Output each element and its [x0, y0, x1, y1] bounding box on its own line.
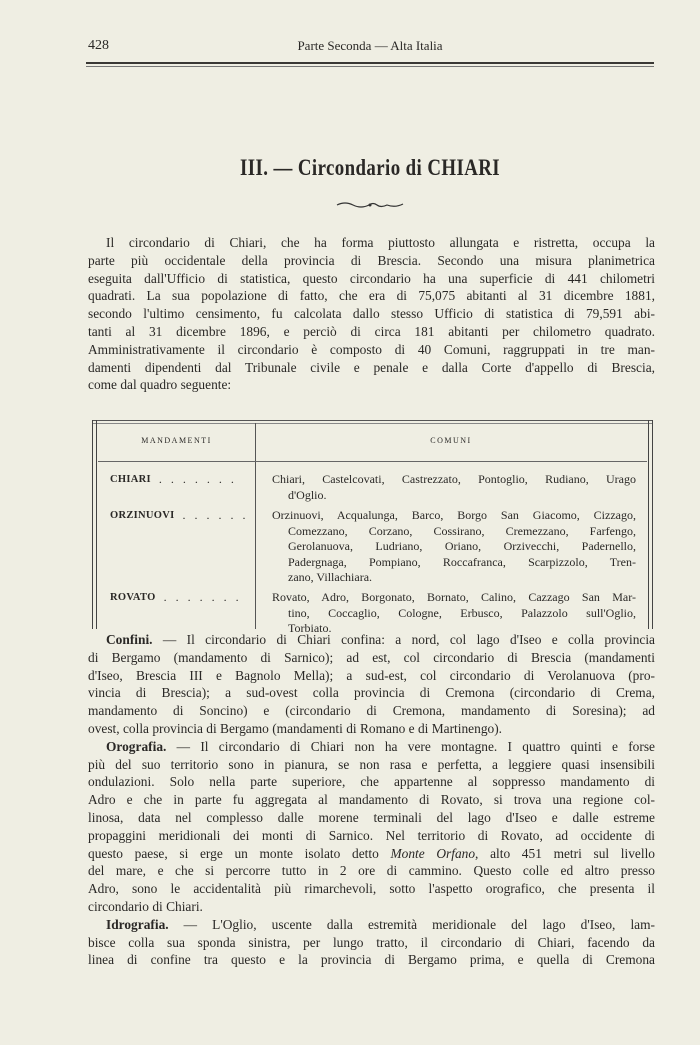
text-segment: mandamento di Soncino) e (circondario di Cremona, mandamento di Soresina); ad [88, 703, 655, 719]
text-segment: propaggini meridionali dei monti di Sarnico. Nel territorio di Rovato, ad occidente di [88, 827, 655, 843]
comuni-cell [272, 508, 636, 586]
text-line: Il circondario di Chiari, che ha forma piuttosto allungata e ristretta, occupa la [106, 235, 655, 250]
table-border [92, 420, 97, 629]
chapter-title: III. — Circondario di CHIARI [239, 155, 501, 180]
leader-dots: . . . . . . . [163, 590, 242, 604]
comuni-line: Gerolanuova, Ludriano, Oriano, Orzivecchi, Padernello, [288, 539, 636, 553]
header-rule-thin [86, 66, 654, 67]
comuni-line: Orzinuovi, Acqualunga, Barco, Borgo San Giacomo, Cizzago, [272, 508, 636, 522]
text-line [88, 631, 655, 649]
text-line [88, 951, 655, 969]
text-line [88, 862, 655, 880]
section-heading: Orografia. [106, 738, 167, 754]
section-heading: Confini. [106, 632, 153, 647]
text-segment: linosa, data nel complesso dalle morene terminali del lago d'Iseo e dalle estreme [88, 809, 655, 825]
text-segment: bisce colla sua sponda sinistra, per lungo tratto, il circondario di Chiari, facendo da [88, 934, 655, 950]
text-segment: vincia di Brescia); a sud-ovest colla provincia di Cremona (circondario di Crema, [88, 685, 655, 701]
comuni-line: d'Oglio. [288, 487, 327, 502]
mandamenti-table [92, 420, 653, 635]
text-line: damenti dipendenti dal Tribunale civile e penale e dalla Corte d'appello di Brescia, [88, 359, 655, 375]
text-segment: linea di confine tra questo e la provincia di Bergamo prima, e quella di Cremona [88, 952, 655, 968]
leader-dots: . . . . . . . [158, 472, 237, 486]
text-line [88, 756, 655, 774]
italic-place-name: Monte Orfano [390, 845, 476, 861]
mandamento-name: ROVATO [110, 592, 156, 603]
text-segment: ondulazioni. Solo nella parte superiore, che appartenne al soppresso mandamento di [88, 774, 655, 790]
text-line [88, 898, 655, 916]
body-sections [88, 631, 655, 969]
section-confini [88, 631, 655, 738]
text-line [88, 738, 655, 756]
comuni-line: Torbiato. [288, 621, 332, 635]
text-line [88, 880, 655, 898]
text-line: secondo l'ultimo censimento, fu calcolata dallo stesso Ufficio di statistica di 79,591 abi- [88, 306, 655, 322]
text-line [88, 827, 655, 845]
text-line [88, 649, 655, 667]
text-segment: più del suo territorio sono in pianura, se non rasa e perfetta, a leggiere quasi insensibili [88, 756, 655, 772]
section-orografia [88, 738, 655, 916]
mandamento-name: ORZINUOVI [110, 510, 175, 521]
text-line [88, 720, 655, 738]
table-border [648, 420, 653, 629]
comuni-cell [272, 590, 636, 637]
text-line [88, 934, 655, 952]
text-segment: , alto 451 metri sul livello [475, 845, 655, 861]
text-line: come dal quadro seguente: [88, 377, 232, 393]
ornament-divider-icon [335, 199, 405, 211]
text-line [88, 773, 655, 791]
comuni-line: Padergnaga, Pompiano, Roccafranca, Scarpizzolo, Tren- [288, 554, 636, 569]
text-line [88, 916, 655, 934]
comuni-line: zano, Villachiara. [288, 570, 373, 584]
text-line: parte più occidentale della provincia di Brescia. Secondo una misura planimetrica [88, 252, 655, 268]
text-segment: del mare, e che si percorre tutto in 2 ore di cammino. Questo colle ed altro presso [88, 863, 655, 879]
text-segment: Adro e che in parte fu aggregata al mandamento di Rovato, si trova una regione col- [88, 792, 655, 808]
text-line [88, 667, 655, 685]
text-segment: di Bergamo (mandamento di Sarnico); ad est, col circondario di Brescia (mandamenti [88, 649, 655, 665]
comuni-cell [272, 472, 636, 503]
text-line [88, 684, 655, 702]
section-heading: Idrografia. [106, 916, 169, 932]
text-segment: — Il circondario di Chiari non ha vere montagne. I quattro quinti e forse [166, 738, 655, 754]
text-segment: — L'Oglio, uscente dalla estremità meridionale del lago d'Iseo, lam- [168, 916, 655, 932]
text-line: eseguita dall'Ufficio di statistica, questo circondario ha una superficie di 441 chilometri [88, 270, 655, 286]
mandamento-cell [110, 590, 250, 605]
mandamento-name: CHIARI [110, 474, 151, 485]
intro-paragraph [88, 234, 655, 394]
column-header-mandamenti: MANDAMENTI [141, 436, 212, 445]
table-border [92, 423, 653, 424]
comuni-line: Chiari, Castelcovati, Castrezzato, Pontoglio, Rudiano, Urago [272, 472, 636, 486]
leader-dots: . . . . . . [182, 508, 249, 522]
text-line [88, 702, 655, 720]
mandamento-cell [110, 472, 250, 487]
column-header-comuni: COMUNI [430, 436, 472, 445]
text-line [88, 809, 655, 827]
text-segment: — Il circondario di Chiari confina: a nord, col lago d'Iseo e colla provincia [152, 632, 655, 647]
column-divider [255, 423, 256, 629]
text-line: tanti al 31 dicembre 1896, e perciò di circa 181 abitanti per chilometro quadrato. [88, 323, 655, 339]
text-segment: Adro, sono le accidentalità più rimarchevoli, sotto l'aspetto orografico, che presenta il [88, 881, 655, 897]
text-segment: questo paese, si erge un monte isolato detto [88, 845, 391, 861]
text-line: Amministrativamente il circondario è composto di 40 Comuni, raggruppati in tre man- [88, 341, 655, 357]
comuni-line: Rovato, Adro, Borgonato, Bornato, Calino, Cazzago San Mar- [272, 590, 636, 604]
text-line: quadrati. La sua popolazione di fatto, che era di 75,075 abitanti al 31 dicembre 1881, [88, 288, 655, 304]
section-idrografia [88, 916, 655, 969]
header-divider [98, 461, 647, 462]
text-line [88, 791, 655, 809]
header-rule [86, 62, 654, 64]
text-segment: ovest, colla provincia di Bergamo (mandamenti di Romano e di Martinengo). [88, 720, 503, 736]
comuni-line: tino, Coccaglio, Cologne, Erbusco, Palazzolo sull'Oglio, [288, 605, 636, 620]
mandamento-cell [110, 508, 250, 523]
page-number: 428 [88, 38, 109, 53]
text-segment: circondario di Chiari. [88, 898, 203, 914]
comuni-line: Comezzano, Corzano, Cossirano, Cremezzano, Farfengo, [288, 523, 636, 538]
running-title: Parte Seconda — Alta Italia [297, 38, 443, 53]
text-segment: d'Iseo, Brescia III e Bagnolo Mella); a sud-est, col circondario di Verolanuova (pro- [88, 667, 655, 683]
text-line [88, 845, 655, 863]
table-border [92, 420, 653, 421]
